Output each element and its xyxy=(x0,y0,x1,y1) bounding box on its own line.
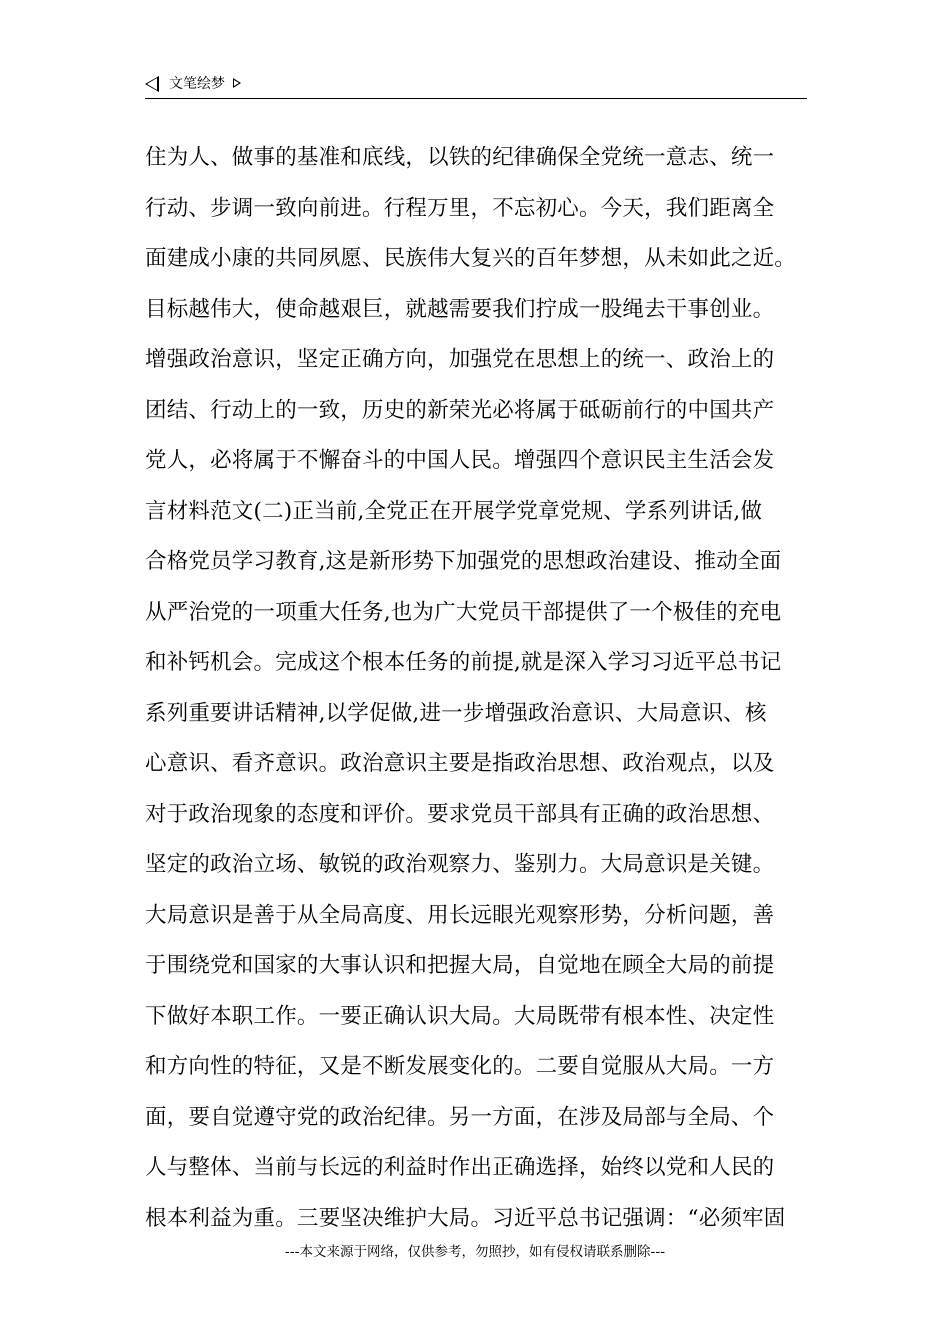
text-line: 下做好本职工作。一要正确认识大局。大局既带有根本性、决定性 xyxy=(145,1003,775,1029)
right-triangle-icon xyxy=(233,78,241,88)
text-line: 对于政治现象的态度和评价。要求党员干部具有正确的政治思想、 xyxy=(145,801,775,827)
page-header xyxy=(145,72,807,99)
text-line: 系列重要讲话精神,以学促做,进一步增强政治意识、大局意识、核 xyxy=(145,700,767,726)
text-line: 于围绕党和国家的大事认识和把握大局，自觉地在顾全大局的前提 xyxy=(145,953,775,978)
text-line: 住为人、做事的基准和底线，以铁的纪律确保全党统一意志、统一 xyxy=(145,145,775,170)
text-line: 人与整体、当前与长远的利益时作出正确选择，始终以党和人民的 xyxy=(145,1155,775,1180)
text-line: 心意识、看齐意识。政治意识主要是指政治思想、政治观点，以及 xyxy=(145,751,775,776)
text-line: 团结、行动上的一致，历史的新荣光必将属于砥砺前行的中国共产 xyxy=(145,397,775,423)
text-line: 从严治党的一项重大任务,也为广大党员干部提供了一个极佳的充电 xyxy=(145,599,782,625)
text-line: 和方向性的特征，又是不断发展变化的。二要自觉服从大局。一方 xyxy=(145,1054,775,1079)
text-line: 坚定的政治立场、敏锐的政治观察力、鉴别力。大局意识是关键。 xyxy=(145,852,775,877)
header-title: 文笔绘梦 xyxy=(169,76,225,92)
body-text xyxy=(145,133,815,1244)
text-line: 增强政治意识，坚定正确方向，加强党在思想上的统一、政治上的 xyxy=(145,347,775,372)
text-line: 党人，必将属于不懈奋斗的中国人民。增强四个意识民主生活会发 xyxy=(145,448,775,473)
text-line: 面，要自觉遵守党的政治纪律。另一方面，在涉及局部与全局、个 xyxy=(145,1104,775,1130)
text-line: 面建成小康的共同夙愿、民族伟大复兴的百年梦想，从未如此之近。 xyxy=(145,246,797,271)
text-line: 言材料范文(二)正当前,全党正在开展学党章党规、学系列讲话,做 xyxy=(145,498,763,524)
footer-disclaimer: ---本文来源于网络，仅供参考，勿照抄，如有侵权请联系删除--- xyxy=(284,1244,666,1260)
text-line: 大局意识是善于从全局高度、用长远眼光观察形势，分析问题，善 xyxy=(145,902,775,928)
text-line: 目标越伟大，使命越艰巨，就越需要我们拧成一股绳去干事创业。 xyxy=(145,296,775,322)
text-line: 根本利益为重。三要坚决维护大局。习近平总书记强调：“必须牢固 xyxy=(145,1205,786,1231)
text-line: 合格党员学习教育,这是新形势下加强党的思想政治建设、推动全面 xyxy=(145,549,782,574)
left-triangle-icon xyxy=(145,76,159,92)
text-line: 和补钙机会。完成这个根本任务的前提,就是深入学习习近平总书记 xyxy=(145,650,782,675)
text-line: 行动、步调一致向前进。行程万里，不忘初心。今天，我们距离全 xyxy=(145,195,775,221)
